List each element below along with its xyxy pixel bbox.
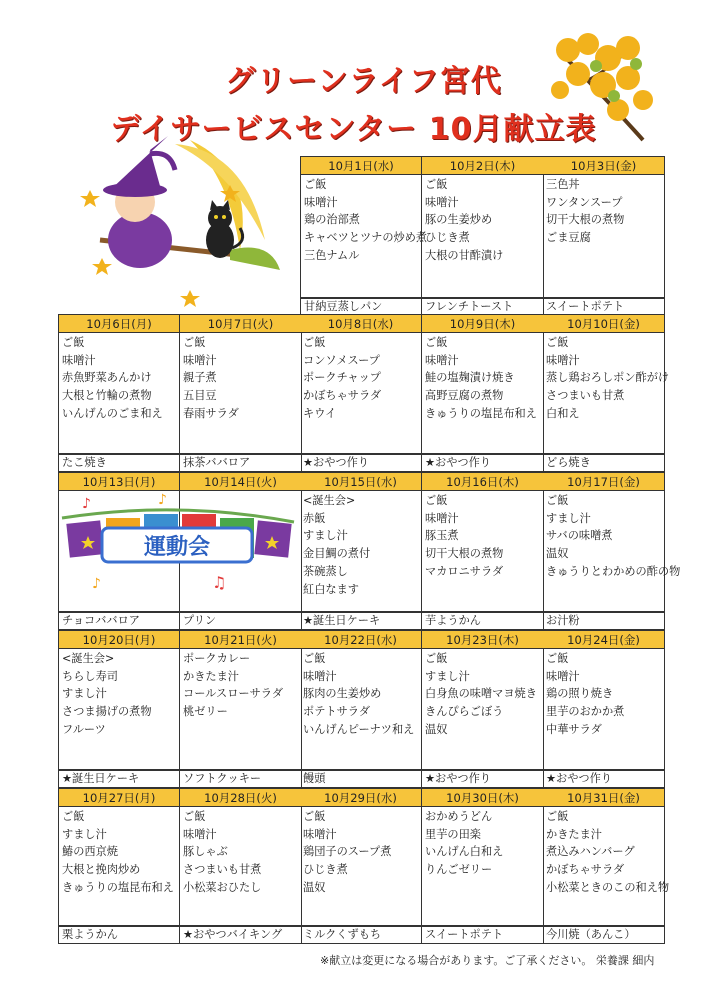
day-menu	[58, 333, 180, 454]
menu-item: 大根と挽肉炒め	[62, 863, 141, 877]
menu-item: 鶏団子のスープ煮	[303, 845, 392, 859]
menu-item: コールスローサラダ	[183, 687, 284, 701]
day-snack: プリン	[180, 612, 302, 630]
day-menu	[422, 807, 544, 926]
svg-text:♫: ♫	[212, 573, 227, 592]
day-snack: 饅頭	[300, 770, 422, 788]
menu-item: ご飯	[546, 336, 569, 349]
menu-item: ご飯	[62, 810, 85, 823]
day-header: 10月13日(月)	[58, 472, 180, 491]
day-menu	[543, 491, 681, 612]
day-header: 10月27日(月)	[58, 788, 180, 807]
menu-item: ご飯	[303, 652, 326, 665]
menu-item: 豚玉煮	[425, 529, 459, 543]
day-menu	[543, 175, 665, 298]
menu-item: ご飯	[425, 494, 448, 507]
menu-item: マカロニサラダ	[425, 564, 504, 578]
menu-item: 茶碗蒸し	[303, 564, 348, 578]
svg-text:♪: ♪	[92, 576, 101, 592]
menu-item: かぼちゃサラダ	[546, 863, 625, 877]
menu-item: 蒸し鶏おろしポン酢がけ	[546, 371, 670, 385]
menu-item: ポテトサラダ	[303, 705, 371, 719]
menu-item: すまし汁	[425, 669, 470, 683]
menu-item: 切干大根の煮物	[425, 547, 504, 561]
menu-item: ひじき煮	[303, 863, 348, 877]
menu-item: いんげんのごま和え	[62, 406, 163, 420]
day-snack: 甘納豆蒸しパン	[300, 298, 422, 316]
menu-item: かきたま汁	[546, 827, 602, 841]
menu-item: 春雨サラダ	[183, 406, 239, 420]
day-header: 10月6日(月)	[58, 314, 180, 333]
day-header: 10月1日(水)	[300, 156, 422, 175]
menu-item: 白和え	[546, 406, 580, 420]
menu-item: 味噌汁	[546, 353, 580, 367]
menu-item: キウイ	[303, 406, 337, 420]
menu-item: 豚しゃぶ	[183, 845, 228, 859]
day-header: 10月29日(水)	[300, 788, 422, 807]
day-snack: ★おやつバイキング	[180, 926, 302, 944]
menu-item: ごま豆腐	[546, 231, 591, 245]
menu-item: 桃ゼリー	[183, 705, 228, 719]
menu-item: ご飯	[425, 336, 448, 349]
menu-item: すまし汁	[546, 511, 591, 525]
day-menu	[58, 807, 180, 926]
day-snack: たこ焼き	[58, 454, 180, 472]
menu-item: <誕生会>	[303, 494, 356, 507]
day-snack: ミルクくずもち	[300, 926, 422, 944]
menu-item: 味噌汁	[425, 353, 459, 367]
menu-item: 大根と竹輪の煮物	[62, 389, 152, 403]
day-menu	[422, 175, 544, 298]
menu-item: かきたま汁	[183, 669, 239, 683]
svg-text:♪: ♪	[82, 496, 91, 512]
menu-item: ひじき煮	[425, 231, 470, 245]
menu-item: 五目豆	[183, 389, 217, 403]
menu-item: 温奴	[425, 722, 448, 736]
menu-item: すまし汁	[62, 687, 107, 701]
banner-text: 運動会	[143, 535, 211, 560]
menu-item: 鶏の照り焼き	[546, 687, 614, 701]
day-menu	[58, 649, 180, 770]
menu-item: 味噌汁	[183, 353, 217, 367]
title-line1: グリーンライフ宮代	[225, 64, 502, 99]
menu-item: さつまいも甘煮	[183, 863, 262, 877]
menu-item: りんごゼリー	[425, 863, 493, 877]
menu-item: さつまいも甘煮	[546, 389, 625, 403]
day-header: 10月20日(月)	[58, 630, 180, 649]
day-header: 10月22日(水)	[300, 630, 422, 649]
menu-item: ご飯	[304, 178, 327, 191]
day-menu	[422, 649, 544, 770]
day-menu	[300, 649, 422, 770]
menu-item: 赤魚野菜あんかけ	[62, 371, 152, 385]
day-menu	[422, 491, 544, 612]
menu-item: 高野豆腐の煮物	[425, 389, 504, 403]
menu-item: <誕生会>	[62, 652, 115, 665]
menu-item: サバの味噌煮	[546, 529, 613, 543]
menu-item: 小松菜おひたし	[183, 880, 262, 894]
menu-item: キャベツとツナの炒め煮	[304, 231, 428, 245]
day-snack: ★おやつ作り	[422, 454, 544, 472]
day-header: 10月8日(水)	[300, 314, 422, 333]
day-snack: ★おやつ作り	[422, 770, 544, 788]
menu-item: ご飯	[546, 810, 569, 823]
day-header: 10月9日(木)	[422, 314, 544, 333]
day-snack: スイートポテト	[543, 298, 665, 316]
menu-item: 紅白なます	[303, 582, 359, 596]
day-snack: フレンチトースト	[422, 298, 544, 316]
menu-item: かぼちゃサラダ	[303, 389, 382, 403]
day-menu	[180, 333, 302, 454]
menu-item: 金目鯛の煮付	[303, 547, 371, 561]
menu-item: コンソメスープ	[303, 353, 380, 367]
menu-item: 煮込みハンバーグ	[546, 845, 635, 859]
menu-item: ご飯	[425, 178, 448, 191]
menu-item: 味噌汁	[303, 669, 337, 683]
ginkgo-leaves-icon	[548, 30, 658, 150]
day-header: 10月3日(金)	[543, 156, 665, 175]
menu-item: 温奴	[303, 880, 326, 894]
menu-item: 鰆の西京焼	[62, 845, 118, 859]
day-header: 10月10日(金)	[543, 314, 665, 333]
day-snack: 抹茶ババロア	[180, 454, 302, 472]
menu-item: 中華サラダ	[546, 722, 602, 736]
menu-item: 鶏の治部煮	[304, 213, 360, 227]
menu-item: 味噌汁	[62, 353, 96, 367]
menu-item: すまし汁	[62, 827, 107, 841]
day-header: 10月31日(金)	[543, 788, 665, 807]
day-menu	[300, 491, 422, 612]
day-header: 10月15日(水)	[300, 472, 422, 491]
menu-item: 三色ナムル	[304, 248, 360, 262]
day-menu	[543, 649, 665, 770]
menu-item: 鮭の塩麹漬け焼き	[425, 371, 515, 385]
menu-item: ご飯	[303, 810, 326, 823]
day-header: 10月23日(木)	[422, 630, 544, 649]
menu-item: ご飯	[546, 652, 569, 665]
day-snack: 栗ようかん	[58, 926, 180, 944]
footer-note: ※献立は変更になる場合があります。ご了承ください。 栄養課 細内	[320, 954, 655, 967]
day-snack: 芋ようかん	[422, 612, 544, 630]
menu-item: きゅうりの塩昆布和え	[62, 880, 174, 894]
day-menu	[543, 807, 670, 926]
day-snack: ★おやつ作り	[300, 454, 422, 472]
menu-item: 大根の甘酢漬け	[425, 248, 504, 262]
day-menu	[422, 333, 544, 454]
menu-item: すまし汁	[303, 529, 348, 543]
menu-item: フルーツ	[62, 722, 106, 736]
menu-item: きゅうりとわかめの酢の物	[546, 564, 681, 578]
menu-item: さつま揚げの煮物	[62, 705, 152, 719]
day-menu	[300, 807, 422, 926]
sports-day-banner	[62, 492, 294, 600]
day-header: 10月21日(火)	[180, 630, 302, 649]
svg-text:♪: ♪	[158, 492, 167, 508]
day-header: 10月28日(火)	[180, 788, 302, 807]
menu-item: 小松菜ときのこの和え物	[546, 880, 670, 894]
menu-item: ご飯	[183, 810, 206, 823]
day-snack: チョコババロア	[58, 612, 180, 630]
menu-item: 三色丼	[546, 178, 580, 191]
menu-item: いんげんピーナツ和え	[303, 722, 415, 736]
day-snack: ★誕生日ケーキ	[300, 612, 422, 630]
day-menu	[180, 649, 302, 770]
day-menu	[180, 807, 302, 926]
day-header: 10月30日(木)	[422, 788, 544, 807]
menu-item: ポークチャップ	[303, 371, 381, 385]
menu-item: 赤飯	[303, 511, 326, 525]
menu-item: 里芋の田楽	[425, 827, 481, 841]
day-header: 10月24日(金)	[543, 630, 665, 649]
menu-item: 親子煮	[183, 371, 217, 385]
menu-item: 豚の生姜炒め	[425, 213, 493, 227]
day-snack: 今川焼（あんこ）	[543, 926, 665, 944]
menu-item: いんげん白和え	[425, 845, 504, 859]
menu-item: 白身魚の味噌マヨ焼き	[425, 687, 537, 701]
day-header: 10月16日(木)	[422, 472, 544, 491]
day-header: 10月17日(金)	[543, 472, 665, 491]
menu-item: ご飯	[303, 336, 326, 349]
menu-item: ご飯	[546, 494, 569, 507]
menu-item: 切干大根の煮物	[546, 213, 625, 227]
day-header: 10月14日(火)	[180, 472, 302, 491]
menu-item: ポークカレー	[183, 652, 251, 665]
menu-item: ご飯	[62, 336, 85, 349]
day-snack: どら焼き	[543, 454, 665, 472]
menu-item: きゅうりの塩昆布和え	[425, 406, 537, 420]
menu-item: 味噌汁	[425, 195, 459, 209]
day-menu	[300, 175, 428, 298]
menu-item: 味噌汁	[303, 827, 337, 841]
menu-item: ご飯	[183, 336, 206, 349]
day-snack: スイートポテト	[422, 926, 544, 944]
day-snack: ソフトクッキー	[180, 770, 302, 788]
menu-item: 豚肉の生姜炒め	[303, 687, 382, 701]
menu-item: 温奴	[546, 547, 569, 561]
day-header: 10月7日(火)	[180, 314, 302, 333]
menu-item: ワンタンスープ	[546, 195, 623, 209]
day-snack: お汁粉	[543, 612, 665, 630]
day-header: 10月2日(木)	[422, 156, 544, 175]
menu-item: 味噌汁	[546, 669, 580, 683]
menu-item: ちらし寿司	[62, 669, 118, 683]
menu-item: 味噌汁	[425, 511, 459, 525]
menu-item: 味噌汁	[183, 827, 217, 841]
day-snack: ★誕生日ケーキ	[58, 770, 180, 788]
menu-item: ご飯	[425, 652, 448, 665]
day-menu	[543, 333, 670, 454]
menu-item: おかめうどん	[425, 810, 493, 823]
menu-item: 味噌汁	[304, 195, 338, 209]
menu-item: 里芋のおかか煮	[546, 705, 625, 719]
day-snack: ★おやつ作り	[543, 770, 665, 788]
title-line2: デイサービスセンター 10月献立表	[110, 112, 597, 147]
menu-item: きんぴらごぼう	[425, 705, 504, 719]
day-menu	[300, 333, 422, 454]
